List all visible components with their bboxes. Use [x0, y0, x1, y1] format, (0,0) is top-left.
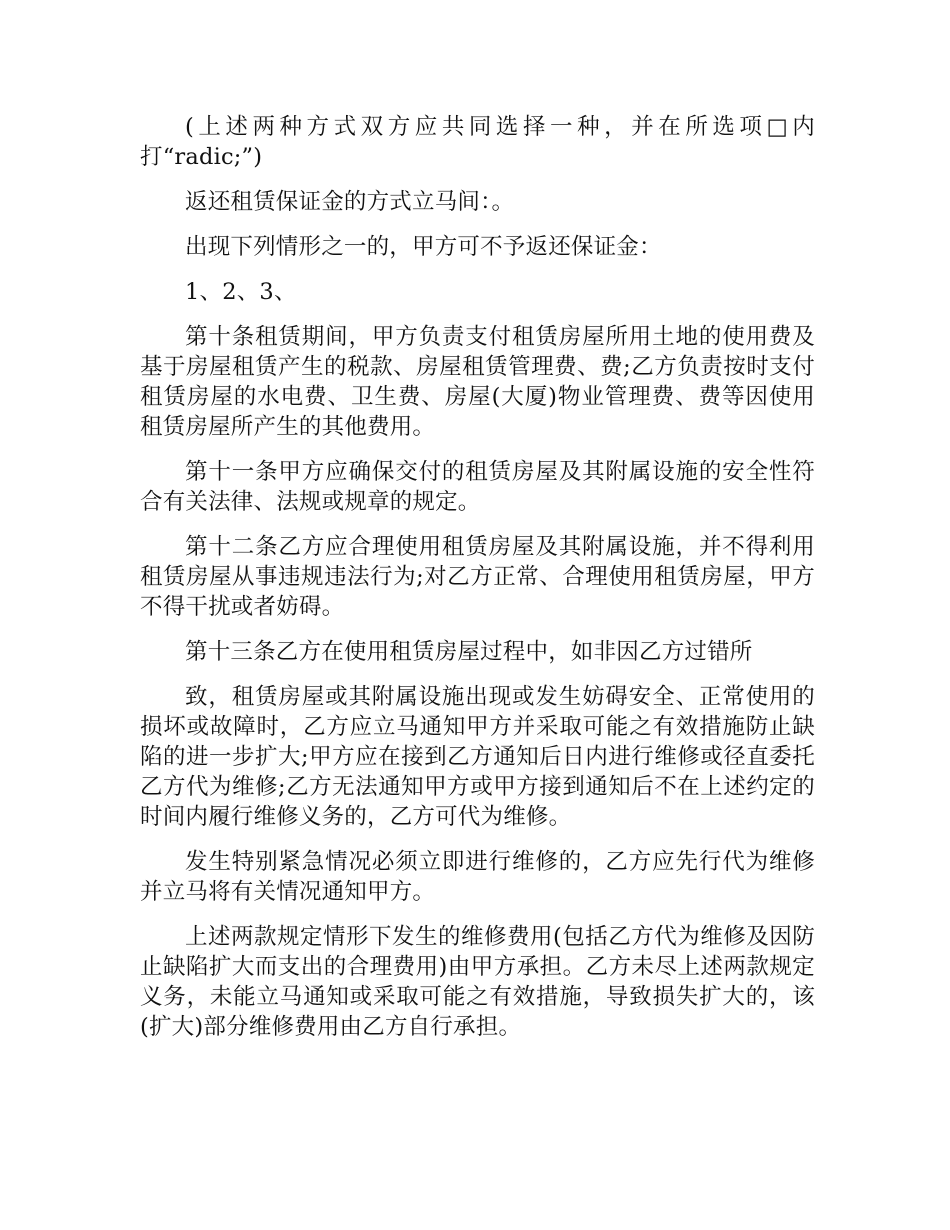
paragraph-selection-note: (上述两种方式双方应共同选择一种，并在所选项□内打“radic;”): [140, 114, 815, 170]
paragraph-deposit-return-method: 返还租赁保证金的方式立马间：。: [185, 189, 515, 215]
paragraph-article-11: 第十一条甲方应确保交付的租赁房屋及其附属设施的安全性符合有关法律、法规或规章的规定。: [140, 459, 815, 515]
paragraph-no-return-conditions: 出现下列情形之一的，甲方可不予返还保证金：: [185, 234, 662, 260]
paragraph-article-10: 第十条租赁期间，甲方负责支付租赁房屋所用土地的使用费及基于房屋租赁产生的税款、房屋租赁管理费、费;乙方负责按时支付租赁房屋的水电费、卫生费、房屋(大厦)物业管理费、费等因使用租赁房屋所产生的其他费用。: [140, 324, 815, 440]
paragraph-article-13-start: 第十三条乙方在使用租赁房屋过程中，如非因乙方过错所: [185, 639, 753, 665]
paragraph-emergency-repair: 发生特别紧急情况必须立即进行维修的，乙方应先行代为维修并立马将有关情况通知甲方。: [140, 849, 815, 905]
paragraph-article-13-body: 致，租赁房屋或其附属设施出现或发生妨碍安全、正常使用的损坏或故障时，乙方应立马通知甲方并采取可能之有效措施防止缺陷的进一步扩大;甲方应在接到乙方通知后日内进行维修或径直委托乙方代为维修;乙方无法通知甲方或甲方接到通知后不在上述约定的时间内履行维修义务的，乙方可代为维修。: [140, 684, 815, 830]
paragraph-condition-list: 1、2、3、: [185, 279, 297, 305]
paragraph-repair-costs: 上述两款规定情形下发生的维修费用(包括乙方代为维修及因防止缺陷扩大而支出的合理费用)由甲方承担。乙方未尽上述两款规定义务，未能立马通知或采取可能之有效措施，导致损失扩大的，该(扩大)部分维修费用由乙方自行承担。: [140, 924, 815, 1040]
document-page: [140, 112, 815, 1057]
paragraph-article-12: 第十二条乙方应合理使用租赁房屋及其附属设施，并不得利用租赁房屋从事违规违法行为;对乙方正常、合理使用租赁房屋，甲方不得干扰或者妨碍。: [140, 534, 815, 620]
